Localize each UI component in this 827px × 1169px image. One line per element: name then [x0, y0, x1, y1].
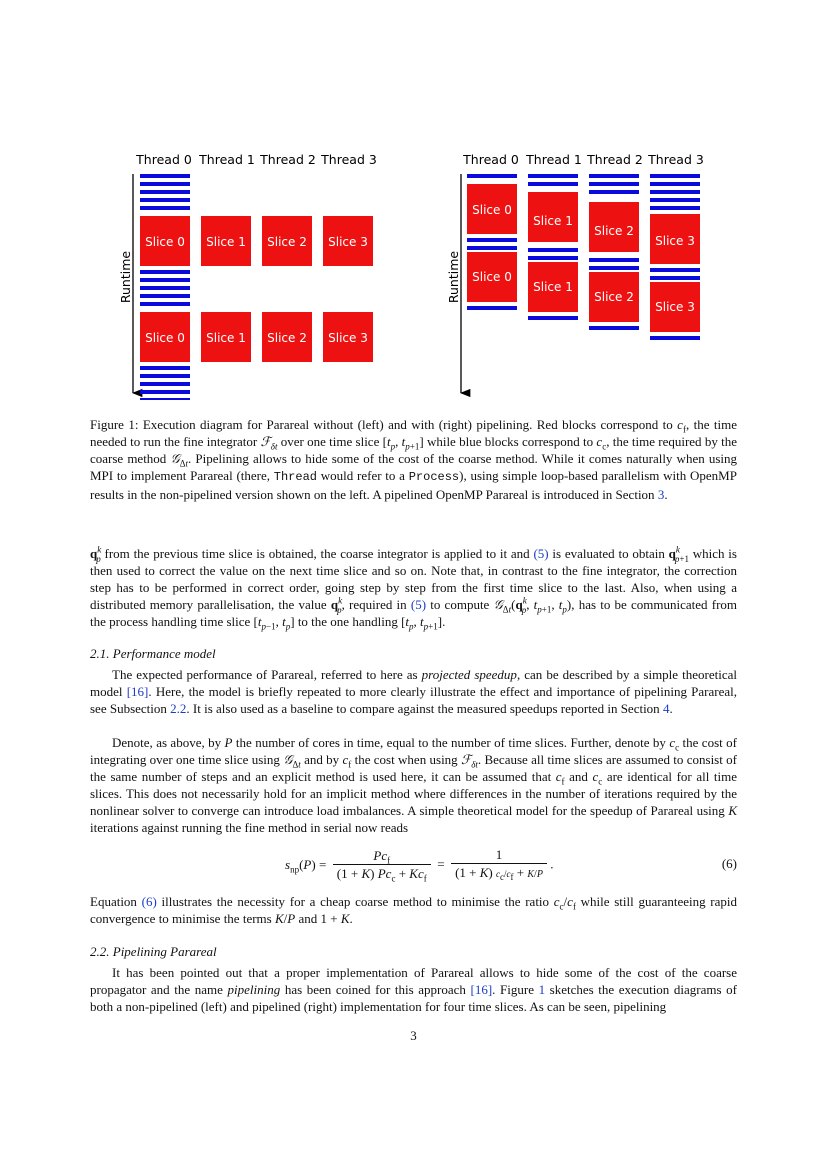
para1-text-c: which is then used to correct the value on the next time slice and so on. Note that, in contrast to the fine integrator, the correction step has to be performed in correct order, going step by step from the first time slice to the last. Also, when using a distributed memory parallelisation, the value [90, 546, 737, 612]
caption-text-5: , the time required by the coarse method [90, 434, 737, 466]
s21-p3-d: and [295, 911, 321, 926]
left-row1-slice-1-label: Slice 1 [206, 235, 246, 249]
right-t2-slice-2-label-a: Slice 2 [594, 224, 634, 238]
figure-1-diagram [0, 0, 827, 400]
s21-p2-a: Denote, as above, by [112, 735, 225, 750]
right-t1-slice-1-label-a: Slice 1 [533, 214, 573, 228]
section-3-link[interactable]: 3 [657, 487, 665, 502]
left-thread-1-label: Thread 1 [199, 152, 255, 167]
left-row2-slice-2-label: Slice 2 [267, 331, 307, 345]
s22-p1-a: It has been pointed out that a proper implementation of Parareal allows to hide some of the cost of the coarse propagator and the name [90, 965, 737, 997]
para1-text-f: , has to be communicated from the process handling time slice [90, 597, 738, 629]
s21-p3-b: illustrates the necessity for a cheap coarse method to minimise the ratio [156, 894, 554, 909]
figure-caption: Figure 1: Execution diagram for Parareal without (left) and with (right) pipelining. Red blocks correspond to $c_f$, the time needed to run the fine integrator ℱ$_{\delta t}$ over one time slice [$t_p$, $t_{p+1}$] while blue blocks correspond to $c_c$, the time required by the coarse method 𝒢$_{\Delta t}$. Pipelining allows to hide some of the cost of the coarse method. While it comes naturally when using MPI to implement Parareal (there, Thread would refer to a Process), using simple loop-based parallelism with OpenMP results in the non-pipelined version shown on the left. A pipelined OpenMP Parareal is introduced in Section 3. [90, 417, 737, 502]
left-thread-2-label: Thread 2 [260, 152, 316, 167]
s22-p1-c: . Figure [492, 982, 539, 997]
figure-1-link[interactable]: 1 [538, 982, 546, 997]
para1-text-e: to compute [426, 597, 494, 612]
s21-p1-e: . [669, 701, 673, 716]
right-t3-slice-3-label-b: Slice 3 [655, 300, 695, 314]
para1-text-b: is evaluated to obtain [548, 546, 669, 561]
s22-p1-emphasis: pipelining [227, 982, 281, 997]
section-2-1-paragraph-1 [90, 666, 737, 717]
caption-text-3: over one time slice [277, 434, 383, 449]
s21-p1-a: The expected performance of Parareal, referred to here as [112, 667, 422, 682]
left-thread-3-label: Thread 3 [321, 152, 377, 167]
left-coarse-stripes-top [140, 174, 190, 210]
caption-text-7: would refer to a [317, 468, 409, 483]
s22-p1-b: has been coined for this approach [280, 982, 471, 997]
continuation-paragraph: $q^k_p$ from the previous time slice is obtained, the coarse integrator is applied to it and (5) is evaluated to obtain $q^k_{p+1}$ which is then used to correct the value on the next time slice and so on. Note that, in contrast to the fine integrator, the correction step has to be performed in correct order, going step by step from the first time slice to the last. Also, when using a distributed memory parallelisation, the value $q^k_p$, required in (5) to compute $𝒢_{\Delta t}(q^k_p$, $t_{p+1}$, $t_p$), has to be communicated from the process handling time slice [$t_{p-1}$, $t_p$] to the one handling [$t_p$, $t_{p+1}$]. [90, 544, 738, 632]
caption-code-thread: Thread [273, 470, 317, 484]
s21-p2-b: the number of cores in time, equal to the number of time slices. Further, denote by [232, 735, 670, 750]
s21-p2-c: the cost of integrating over one time slice using [90, 735, 737, 767]
section-2-2-heading: 2.2. Pipelining Parareal [90, 944, 217, 959]
s21-p2-e: the cost when using [351, 752, 461, 767]
eq-6-link[interactable]: (6) [141, 894, 157, 909]
caption-text-9: . [664, 487, 668, 502]
caption-text-2: , the time needed to run the fine integrator [90, 417, 737, 449]
s21-p1-b: , can be described by a simple theoretical model [90, 667, 737, 699]
equation-6: $s_{np}(P)$ = $\frac{Pc_f}{(1 + K) Pc_c + Kc_f}$ = $\frac{1}{(1 + K) c_c/c_f + K/P}$ . (6) [285, 847, 737, 884]
section-2-2-paragraph-1 [90, 964, 737, 1015]
right-thread-2-label: Thread 2 [587, 152, 643, 167]
left-runtime-label: Runtime [118, 250, 133, 304]
s21-p2-d: and by [300, 752, 343, 767]
s21-p2-h: are identical for all time slices. This does not necessarily hold for an implicit method where differences in the number of iterations required by the nonlinear solver to converge can introduce load imbalances. A simple theoretical model for the speedup of Parareal using [90, 769, 737, 818]
s21-p2-g: and [564, 769, 593, 784]
left-diagram [118, 152, 377, 400]
s21-p1-emphasis: projected speedup [421, 667, 517, 682]
right-thread-1-label: Thread 1 [526, 152, 582, 167]
para1-text-d: , required in [341, 597, 411, 612]
caption-text-6: . Pipelining allows to hide some of the cost of the coarse method. While it comes naturally when using MPI to implement Parareal (there, [90, 451, 737, 483]
s22-p1-d: sketches the execution diagrams of both a non-pipelined (left) and pipelined (right) implementation for four time slices. As can be seen, pipelining [90, 982, 737, 1014]
s21-p3-e: . [349, 911, 353, 926]
right-t0-slice-0-label-b: Slice 0 [472, 270, 512, 284]
caption-text-1: Figure 1: Execution diagram for Parareal without (left) and with (right) pipelining. Red blocks correspond to [90, 417, 678, 432]
page-number: 3 [410, 1028, 417, 1043]
s21-p3-a: Equation [90, 894, 142, 909]
caption-code-process: Process [408, 470, 460, 484]
right-t1-slice-1-label-b: Slice 1 [533, 280, 573, 294]
right-t2-slice-2-label-b: Slice 2 [594, 290, 634, 304]
ref-16-link-2[interactable]: [16] [470, 982, 493, 997]
left-coarse-stripes-bottom [140, 366, 190, 400]
s21-p3-c: while still guaranteeing rapid convergence to minimise the terms [90, 894, 738, 926]
right-thread-0-label: Thread 0 [463, 152, 519, 167]
section-2-1-heading: 2.1. Performance model [90, 646, 216, 661]
s21-p2-i: iterations against running the fine method in serial now reads [90, 820, 409, 835]
s21-p2-f: . Because all time slices are assumed to consist of the same number of steps and an explicit method is used here, it can be assumed that [90, 752, 737, 784]
caption-text-8: ), using simple loop-based parallelism with OpenMP results in the non-pipelined version shown on the left. A pipelined OpenMP Parareal is introduced in Section [90, 468, 737, 502]
left-thread-0-label: Thread 0 [136, 152, 192, 167]
right-t3-slice-3-label-a: Slice 3 [655, 234, 695, 248]
left-row1-slice-0-label: Slice 0 [145, 235, 185, 249]
caption-text-4: while blue blocks correspond to [423, 434, 597, 449]
section-4-link[interactable]: 4 [662, 701, 670, 716]
subsection-2-2-link[interactable]: 2.2 [170, 701, 187, 716]
section-2-1-paragraph-2: Denote, as above, by P the number of cores in time, equal to the number of time slices. Further, denote by $c_c$ the cost of integrating over one time slice using 𝒢$_{\Delta t}$ and by $c_f$ the cost when using ℱ$_{\delta t}$. Because all time slices are assumed to consist of the same number of steps and an explicit method is used here, it can be assumed that $c_f$ and $c_c$ are identical for all time slices. This does not necessarily hold for an implicit method where differences in the number of iterations required by the nonlinear solver to converge can introduce load imbalances. A simple theoretical model for the speedup of Parareal using K iterations against running the fine method in serial now reads [90, 735, 737, 835]
left-coarse-stripes-middle [140, 270, 190, 306]
equation-6-number: (6) [721, 856, 737, 871]
s21-p1-c: . Here, the model is briefly repeated to more clearly illustrate the effect and importance of pipelining Parareal, see Subsection [90, 684, 738, 716]
right-runtime-label: Runtime [446, 250, 461, 304]
left-row2-slice-1-label: Slice 1 [206, 331, 246, 345]
left-row1-slice-2-label: Slice 2 [267, 235, 307, 249]
ref-16-link[interactable]: [16] [126, 684, 149, 699]
right-diagram [446, 152, 704, 393]
para1-text-a: from the previous time slice is obtained, the coarse integrator is applied to it and [100, 546, 534, 561]
para1-text-h: . [442, 614, 446, 629]
s21-p1-d: . It is also used as a baseline to compare against the measured speedups reported in Section [186, 701, 663, 716]
section-2-1-paragraph-3: Equation (6) illustrates the necessity for a cheap coarse method to minimise the ratio $c_c/c_f$ while still guaranteeing rapid convergence to minimise the terms K/P and 1 + K. [90, 894, 738, 926]
eq-5-link-2[interactable]: (5) [410, 597, 427, 612]
left-row2-slice-3-label: Slice 3 [328, 331, 368, 345]
para1-text-g: to the one handling [294, 614, 402, 629]
left-row2-slice-0-label: Slice 0 [145, 331, 185, 345]
right-thread-3-label: Thread 3 [648, 152, 704, 167]
left-row1-slice-3-label: Slice 3 [328, 235, 368, 249]
eq-5-link[interactable]: (5) [533, 546, 549, 561]
right-t0-slice-0-label-a: Slice 0 [472, 203, 512, 217]
